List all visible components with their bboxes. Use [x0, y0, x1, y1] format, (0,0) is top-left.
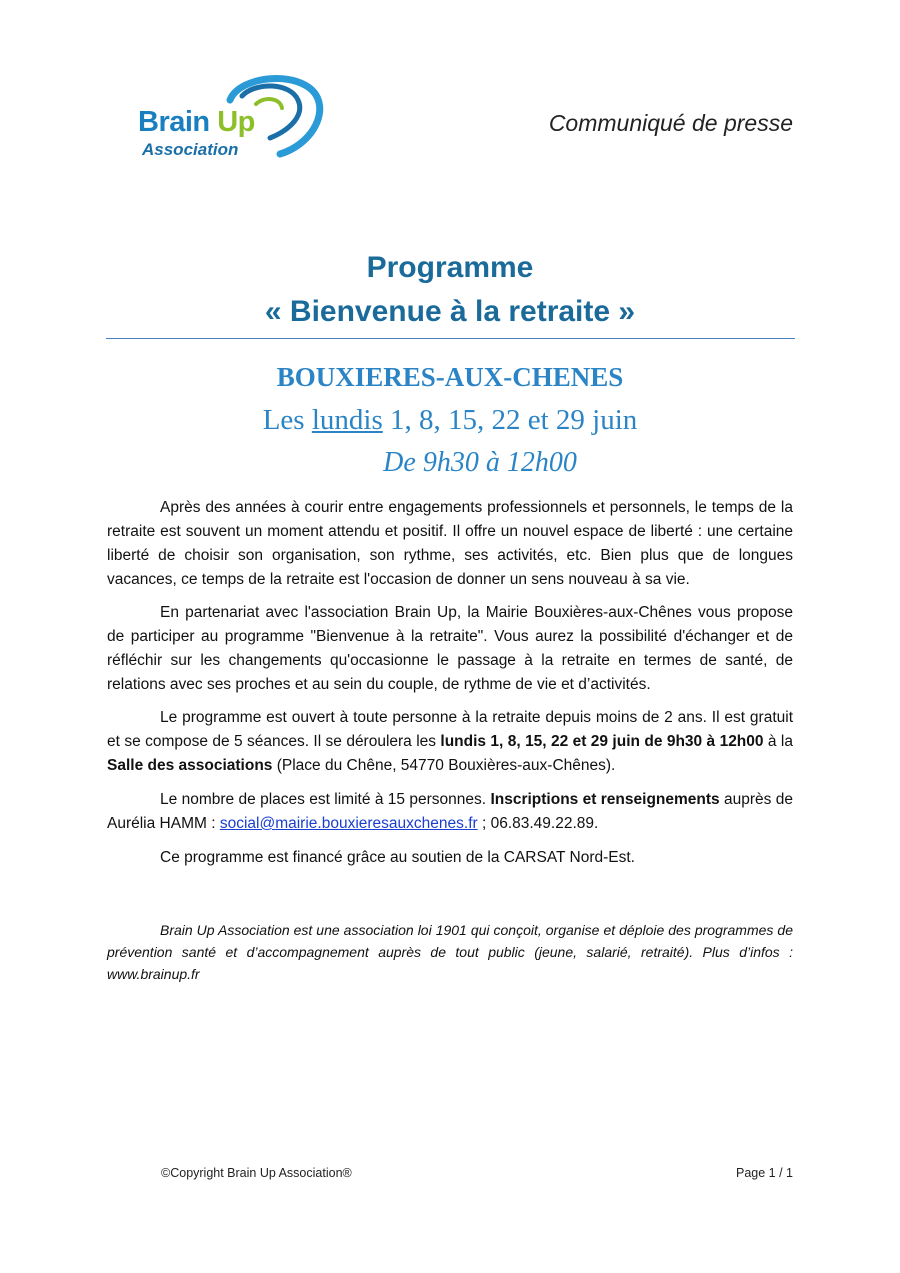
association-note: Brain Up Association est une association loi 1901 qui conçoit, organise et déploie des programmes de prévention santé et d’accompagnement auprès de tout public (jeune, salarié, retraité). Plus d’infos : www.brainup.fr	[107, 922, 793, 982]
paragraph-partnership: En partenariat avec l'association Brain Up, la Mairie Bouxières-aux-Chênes vous propose de participer au programme "Bienvenue à la retraite". Vous aurez la possibilité d'échanger et de réfléchir sur les changements qu'occasionne le passage à la retraite en termes de santé, de relations avec ses proches et au sein du couple, de rythme de vie et d’activités.	[107, 604, 793, 693]
page-title-line2: « Bienvenue à la retraite »	[264, 295, 636, 328]
paragraph-intro: Après des années à courir entre engagements professionnels et personnels, le temps de la retraite est souvent un moment attendu et positif. Il offre un nouvel espace de liberté : une certaine liberté de choisir son organisation, son rythme, ses activités, etc. Bien plus que de longues vacances, ce temps de la retraite est l'occasion de donner un sens nouveau à sa vie.	[107, 499, 793, 588]
page-title-line1: Programme	[366, 251, 534, 284]
event-town: BOUXIERES-AUX-CHENES	[276, 362, 624, 392]
footer-page-number: Page 1 / 1	[736, 1166, 793, 1180]
logo-text: Brain Up	[138, 106, 255, 138]
footer-copyright: ©Copyright Brain Up Association®	[161, 1166, 352, 1180]
title-divider	[106, 338, 795, 339]
paragraph-registration: Le nombre de places est limité à 15 personnes. Inscriptions et renseignements auprès de Aurélia HAMM : social@mairie.bouxieresauxchenes.fr ; 06.83.49.22.89.	[107, 791, 793, 832]
event-hours: De 9h30 à 12h00	[383, 447, 577, 478]
email-link[interactable]: social@mairie.bouxieresauxchenes.fr	[219, 815, 478, 832]
brain-up-logo	[130, 70, 330, 165]
document-type: Communiqué de presse	[548, 110, 793, 136]
event-dates: Les lundis 1, 8, 15, 22 et 29 juin	[262, 404, 638, 436]
logo-subtext: Association	[142, 140, 239, 159]
paragraph-funding: Ce programme est financé grâce au soutien de la CARSAT Nord-Est.	[160, 849, 635, 866]
paragraph-schedule: Le programme est ouvert à toute personne à la retraite depuis moins de 2 ans. Il est gratuit et se compose de 5 séances. Il se déroulera les lundis 1, 8, 15, 22 et 29 juin de 9h30 à 12h00 à la Salle des associations (Place du Chêne, 54770 Bouxières-aux-Chênes).	[107, 709, 793, 774]
